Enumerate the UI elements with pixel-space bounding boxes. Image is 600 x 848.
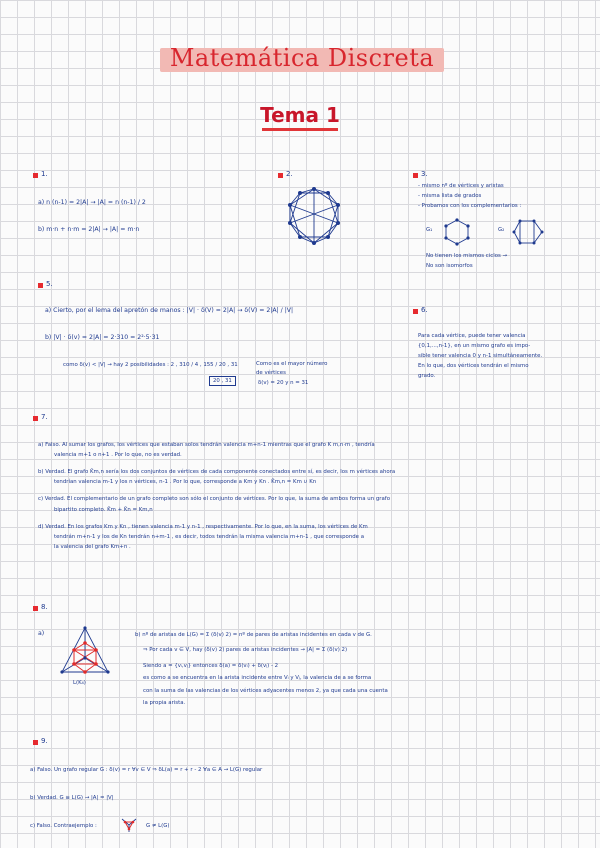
exercise-5-a: a) Cierto, por el lema del apretón de manos : |V| · δ(V) = 2|A| → δ(V) = 2|A| / |V| [45,307,294,314]
exercise-7-a-line-2: valencia m+1 o n+1 . Por lo que, no es verdad. [54,452,182,458]
exercise-9-a: a) Falso. Un grafo regular G : δ(v) = r ∀v ∈ V ⇒ δL(a) = r + r - 2 ∀a ∈ A → L(G) regular [30,767,263,773]
exercise-8-line-4: es como a se encuentra en la arista incidente entre Vᵢ y Vⱼ, la valencia de a se forma [143,675,372,681]
exercise-5-c: como δ(v) < |V| → hay 2 posibilidades : 2 , 310 / 4 , 155 / 20 , 31 [63,362,238,368]
exercise-5-d2: de vértices [256,370,286,376]
exercise-7-bullet [33,416,38,421]
exercise-8-line-3: Siendo a = {vᵢ,vⱼ} entonces δ(a) = δ(vᵢ) + δ(vⱼ) - 2 [143,663,279,669]
exercise-5-bullet [38,283,43,288]
exercise-6-line-2: {0,1,...,n-1}, en un mismo grafo es impo- [418,343,531,349]
exercise-5-b: b) |V| · δ(v) = 2|A| = 2·310 = 2²·5·31 [45,334,160,341]
exercise-5-d3: δ(v) = 20 y n = 31 [258,380,309,386]
triangles-graph-diagram [512,217,544,247]
exercise-5-d1: Como es el mayor número [256,361,328,367]
exercise-8-line-5: con la suma de las valencias de los vértices adyacentes menos 2, ya que cada una cuenta [143,688,388,694]
exercise-7-c-line-1: c) Verdad. El complementario de un grafo completo son sólo el conjunto de vértices. Por lo que, la suma de ambos forma un grafo [38,496,390,502]
exercise-8-line-1: b) nº de aristas de L(G) = Σ (δ(v) 2) = nº de pares de aristas incidentes en cada v de G. [135,632,372,638]
exercise-1-a: a) n (n-1) = 2|A| → |A| = n (n-1) / 2 [38,199,146,206]
exercise-1-bullet [33,173,38,178]
exercise-7-c-line-2: bipartito completo. K̄m + K̄n = Km,n [54,507,153,513]
exercise-2-bullet [278,173,283,178]
exercise-6-number: 6. [421,306,428,314]
exercise-3-number: 3. [421,170,428,178]
exercise-8-line-2: ⇒ Por cada v ∈ V, hay (δ(v) 2) pares de aristas incidentes → |A| = Σ (δ(v) 2) [143,647,348,653]
exercise-7-a-line-1: a) Falso. Al sumar los grafos, los vértices que estaban solos tendrán valencia m+n-1 mientras que el grafo K m,n·m , tendría [38,442,375,448]
page-subtitle: Tema 1 [260,103,340,127]
exercise-7-d-line-3: la valencia del grafo Km+n . [54,544,131,550]
exercise-3-line-3: - Probamos con los complementarios : [418,203,522,209]
exercise-7-d-line-1: d) Verdad. En los grafos Km y Kn , tienen valencia m-1 y n-1 , respectivamente. Por lo que, en la suma, los vértices de Km [38,524,368,530]
exercise-3-conclusion-1: No tienen los mismos ciclos → [426,253,508,259]
exercise-6-line-3: sible tener valencia 0 y n-1 simultáneamente. [418,353,543,359]
exercise-8-number: 8. [41,603,48,611]
exercise-1-number: 1. [41,170,48,178]
exercise-6-bullet [413,309,418,314]
star-graph-diagram [284,185,344,249]
exercise-9-bullet [33,740,38,745]
counterexample-graph-diagram [120,817,138,833]
exercise-3-g2-label: G₂ [498,227,505,233]
exercise-3-conclusion-2: No son isomorfos [426,263,473,269]
exercise-8-diagram-label: L(K₄) [73,680,86,686]
exercise-2-number: 2. [286,170,293,178]
exercise-3-g1-label: G₁ [426,227,433,233]
exercise-6-line-4: En lo que, dos vértices tendrán el mismo [418,363,529,369]
exercise-7-b-line-1: b) Verdad. El grafo K̄m,n sería los dos conjuntos de vértices de cada componente conectados entre sí, es decir, los m vértices ahora [38,469,396,475]
subtitle-underline [262,128,338,131]
exercise-6-line-5: grado. [418,373,436,379]
exercise-9-b: b) Verdad. G ≅ L(G) → |A| = |V| [30,795,114,801]
exercise-5-boxed-answer: 20 , 31 [209,376,236,386]
exercise-9-c-note: G ≠ L(G) [146,823,170,829]
exercise-8-bullet [33,606,38,611]
exercise-9-c: c) Falso. Contraejemplo : [30,823,97,829]
exercise-8-a: a) [38,630,45,637]
exercise-3-bullet [413,173,418,178]
page-title: Matemática Discreta [169,44,435,72]
exercise-8-line-6: la propia arista. [143,700,186,706]
exercise-7-b-line-2: tendrían valencia m-1 y los n vértices, n-1 . Por lo que, corresponde a Km y Kn . K̄m,n = Km ∪ Kn [54,479,317,485]
exercise-3-line-1: - mismo nº de vértices y aristas [418,183,504,189]
hexagon-graph-diagram [442,217,472,247]
exercise-9-number: 9. [41,737,48,745]
exercise-1-b: b) m·n + n·m = 2|A| → |A| = m·n [38,226,140,233]
line-graph-k4-diagram [60,626,110,676]
exercise-5-number: 5. [46,280,53,288]
exercise-6-line-1: Para cada vértice, puede tener valencia [418,333,526,339]
exercise-7-number: 7. [41,413,48,421]
exercise-3-line-2: - misma lista de grados [418,193,482,199]
exercise-7-d-line-2: tendrán m+n-1 y los de Kn tendrán n+m-1 , es decir, todos tendrán la misma valencia m+n-1 , que corresponde a [54,534,365,540]
